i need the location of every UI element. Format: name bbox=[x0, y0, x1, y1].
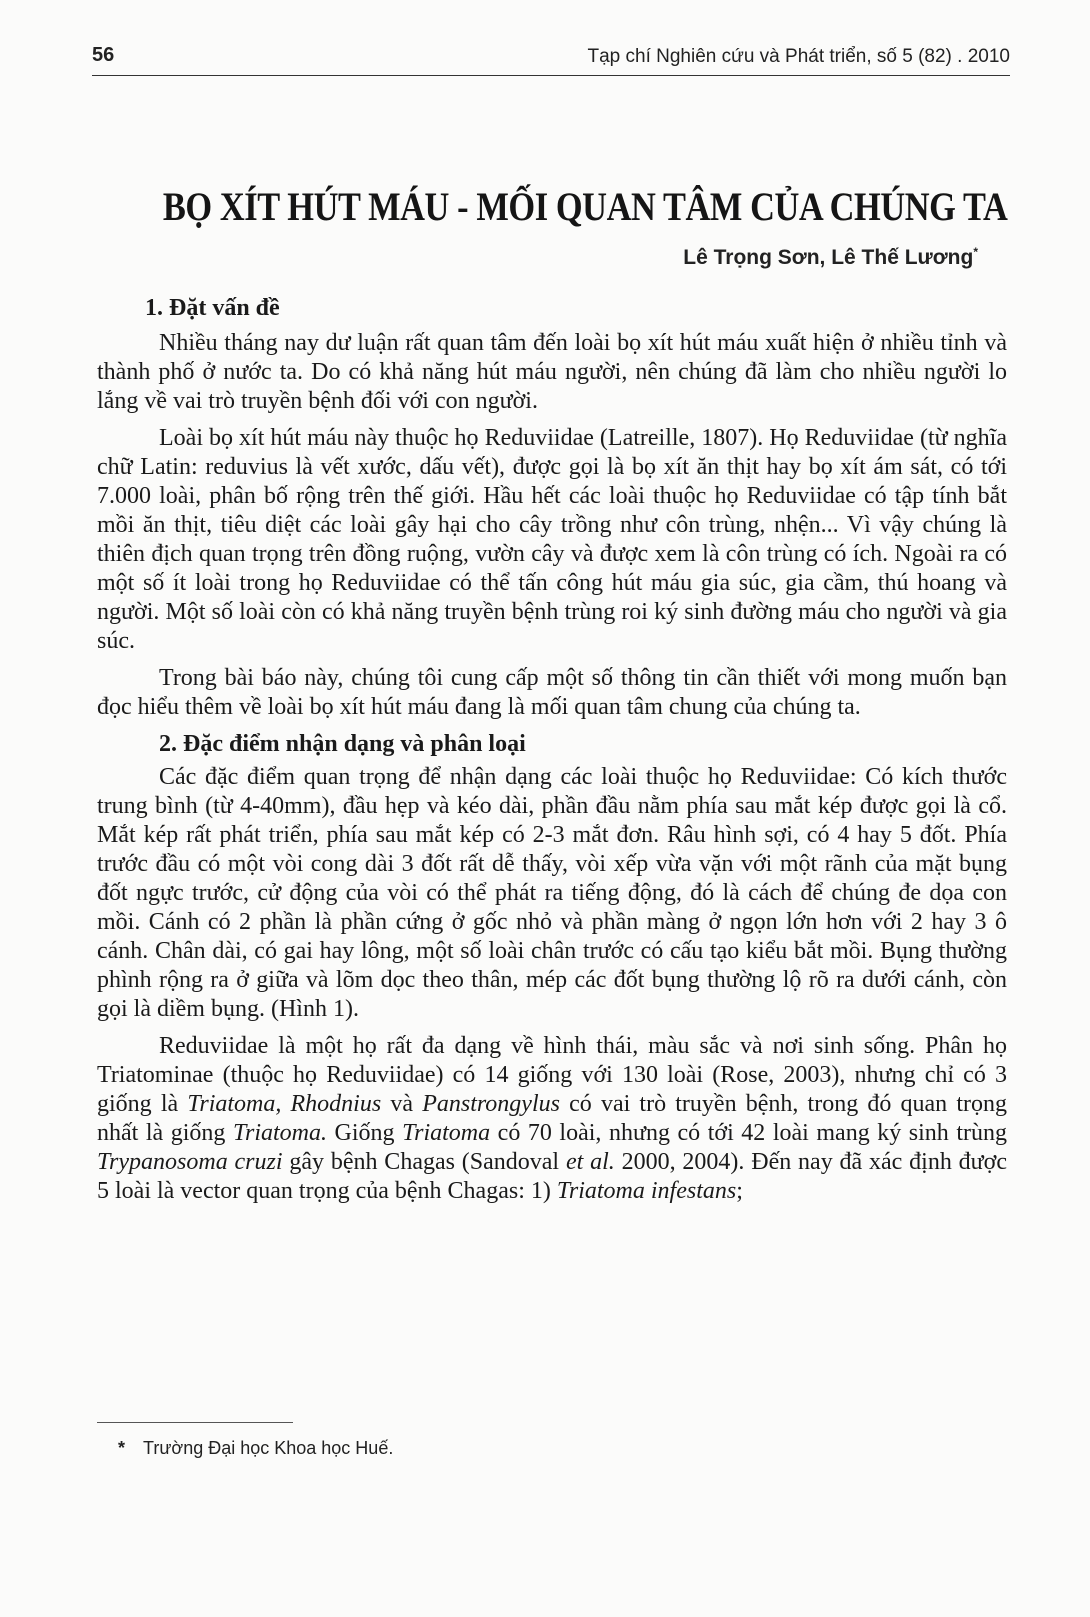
citation-etal: et al. bbox=[565, 1149, 615, 1175]
paragraph: Nhiều tháng nay dư luận rất quan tâm đến loài bọ xít hút máu xuất hiện ở nhiều tỉnh và thành phố ở nước ta. Do có khả năng hút máu người, nên chúng đã làm cho nhiều người lo lắng về vai trò truyền bệnh đối với con người. bbox=[97, 330, 1007, 414]
paragraph: Loài bọ xít hút máu này thuộc họ Reduviidae (Latreille, 1807). Họ Reduviidae (từ nghĩa chữ Latin: reduvius là vết xước, dấu vết), được gọi là bọ xít ăn thịt hay bọ xít ám sát, có tới 7.000 loài, phân bố rộng trên thế giới. Hầu hết các loài thuộc họ Reduviidae có tập tính bắt mồi ăn thịt, tiêu diệt các loài gây hại cho cây trồng như côn trùng, nhện... Vì vậy chúng là thiên địch quan trọng trên đồng ruộng, vườn cây và được xem là côn trùng có ích. Ngoài ra có một số ít loài trong họ Reduviidae có thể tấn công hút máu gia súc, gia cầm, thú hoang và người. Một số loài còn có khả năng truyền bệnh trùng roi ký sinh đường máu cho người và gia súc. bbox=[97, 425, 1007, 654]
text-run: gây bệnh Chagas (Sandoval bbox=[282, 1149, 566, 1175]
section-heading-2: 2. Đặc điểm nhận dạng và phân loại bbox=[159, 731, 526, 757]
text-run: có 70 loài, nhưng có tới 42 loài mang ký sinh trùng bbox=[490, 1120, 1008, 1146]
text-run: và bbox=[381, 1091, 423, 1117]
running-header bbox=[92, 44, 1010, 74]
page-number: 56 bbox=[92, 44, 115, 66]
species-name: Triatoma infestans bbox=[556, 1178, 737, 1204]
text-run: có vai trò truyền bệnh, trong đó quan trọng nhất là giống bbox=[97, 1091, 1008, 1146]
article-title: BỌ XÍT HÚT MÁU - MỐI QUAN TÂM CỦA CHÚNG TA bbox=[162, 184, 1008, 229]
section-heading-1: 1. Đặt vấn đề bbox=[145, 295, 280, 321]
paragraph bbox=[97, 1032, 1007, 1206]
genus-name: Panstrongylus bbox=[422, 1091, 560, 1117]
footnote bbox=[118, 1438, 393, 1459]
header-rule bbox=[92, 75, 1010, 76]
article-body bbox=[97, 290, 1007, 1214]
article-authors bbox=[683, 245, 978, 270]
paragraph: Trong bài báo này, chúng tôi cung cấp một số thông tin cần thiết với mong muốn bạn đọc hiểu thêm về loài bọ xít hút máu đang là mối quan tâm chung của chúng ta. bbox=[97, 665, 1007, 720]
genus-name: Triatoma, Rhodnius bbox=[187, 1091, 382, 1117]
footnote-text: Trường Đại học Khoa học Huế. bbox=[143, 1438, 394, 1458]
author-names: Lê Trọng Sơn, Lê Thế Lương bbox=[683, 246, 974, 269]
footnote-mark: * bbox=[118, 1438, 126, 1458]
species-name: Trypanosoma cruzi bbox=[97, 1149, 283, 1175]
footnote-rule bbox=[97, 1422, 293, 1423]
genus-name: Triatoma bbox=[402, 1120, 491, 1146]
text-run: Giống bbox=[326, 1120, 403, 1146]
journal-citation: Tạp chí Nghiên cứu và Phát triển, số 5 (82) . 2010 bbox=[587, 46, 1010, 67]
genus-name: Triatoma. bbox=[232, 1120, 327, 1146]
text-run: ; bbox=[736, 1178, 743, 1204]
text-run: Reduviidae là một họ rất đa dạng về hình thái, màu sắc và nơi sinh sống. Phân họ Triatominae (thuộc họ Reduviidae) có 14 giống với 130 loài (Rose, 2003), nhưng chỉ có 3 giống là bbox=[97, 1033, 1007, 1117]
text-run: 2000, 2004). Đến nay đã xác định được 5 loài là vector quan trọng của bệnh Chagas: 1) bbox=[97, 1149, 1007, 1204]
paragraph: Các đặc điểm quan trọng để nhận dạng các loài thuộc họ Reduviidae: Có kích thước trung bình (từ 4-40mm), đầu hẹp và kéo dài, phần đầu nằm phía sau mắt kép được gọi là cổ. Mắt kép rất phát triển, phía sau mắt kép có 2-3 mắt đơn. Râu hình sợi, có 4 hay 5 đốt. Phía trước đầu có một vòi cong dài 3 đốt rất dễ thấy, vòi xếp vừa vặn với một rãnh của mặt bụng đốt ngực trước, cử động của vòi có thể phát ra tiếng động, đó là cách để chúng đe dọa con mồi. Cánh có 2 phần là phần cứng ở gốc nhỏ và phần màng ở ngọn lớn hơn với 2 hay 3 ô cánh. Chân dài, có gai hay lông, một số loài chân trước có cấu tạo kiểu bắt mồi. Bụng thường phình rộng ra ở giữa và lõm dọc theo thân, mép các đốt bụng thường lộ rõ ra dưới cánh, còn gọi là diềm bụng. (Hình 1). bbox=[97, 764, 1007, 1022]
author-affiliation-mark: * bbox=[973, 245, 978, 259]
